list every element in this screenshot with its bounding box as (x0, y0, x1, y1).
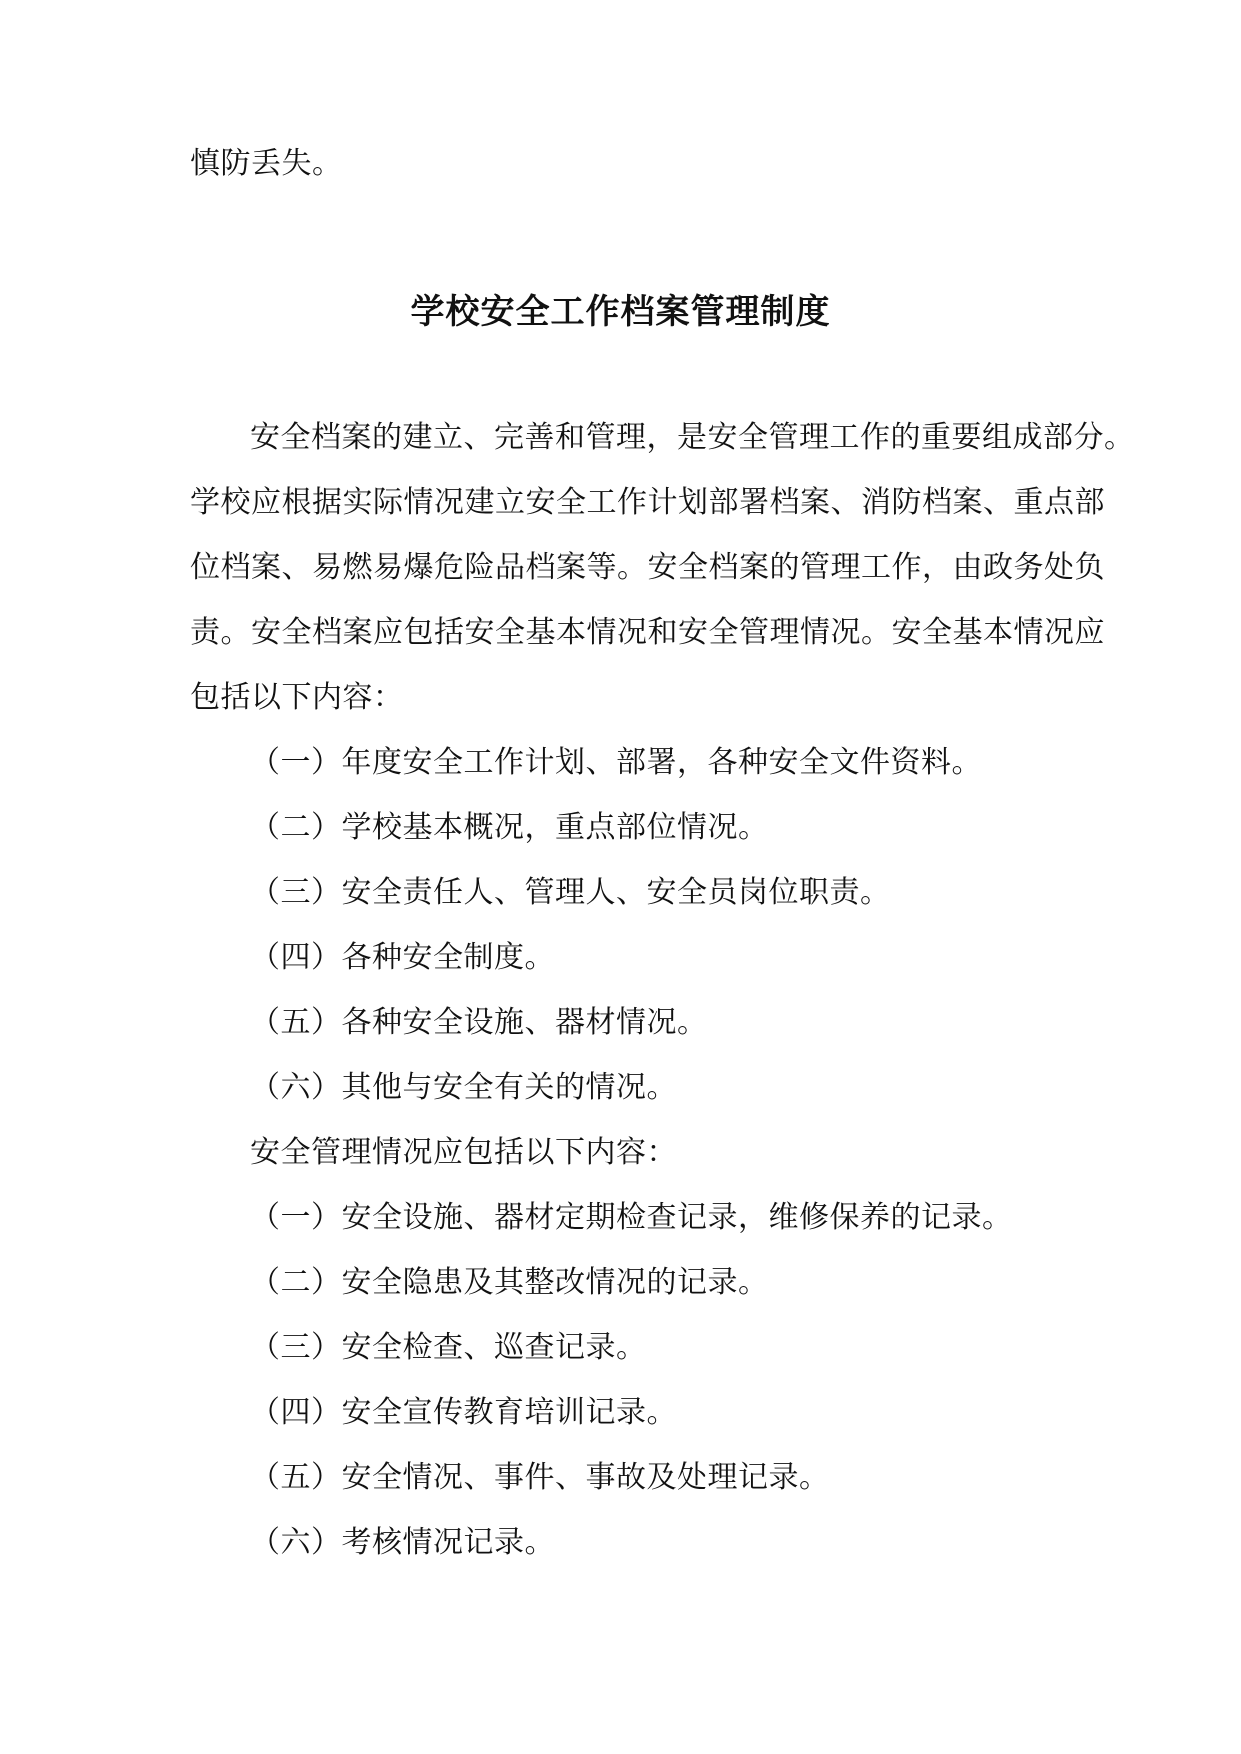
intro-line-2: 学校应根据实际情况建立安全工作计划部署档案、消防档案、重点部 (190, 485, 1105, 520)
intro-line-1: 安全档案的建立、完善和管理，是安全管理工作的重要组成部分。 (250, 420, 1135, 455)
management-heading: 安全管理情况应包括以下内容： (250, 1135, 677, 1170)
basic-item-4: （四）各种安全制度。 (250, 940, 555, 975)
intro-line-5: 包括以下内容： (190, 680, 404, 715)
continuation-text: 慎防丢失。 (190, 146, 343, 181)
management-item-5: （五）安全情况、事件、事故及处理记录。 (250, 1460, 830, 1495)
management-item-1: （一）安全设施、器材定期检查记录，维修保养的记录。 (250, 1200, 1013, 1235)
intro-line-3: 位档案、易燃易爆危险品档案等。安全档案的管理工作，由政务处负 (190, 550, 1105, 585)
basic-item-5: （五）各种安全设施、器材情况。 (250, 1005, 708, 1040)
management-item-2: （二）安全隐患及其整改情况的记录。 (250, 1265, 769, 1300)
intro-line-4: 责。安全档案应包括安全基本情况和安全管理情况。安全基本情况应 (190, 615, 1105, 650)
management-item-6: （六）考核情况记录。 (250, 1525, 555, 1560)
basic-item-1: （一）年度安全工作计划、部署，各种安全文件资料。 (250, 745, 982, 780)
management-item-4: （四）安全宣传教育培训记录。 (250, 1395, 677, 1430)
management-item-3: （三）安全检查、巡查记录。 (250, 1330, 647, 1365)
basic-item-6: （六）其他与安全有关的情况。 (250, 1070, 677, 1105)
basic-item-3: （三）安全责任人、管理人、安全员岗位职责。 (250, 875, 891, 910)
basic-item-2: （二）学校基本概况，重点部位情况。 (250, 810, 769, 845)
document-title: 学校安全工作档案管理制度 (410, 292, 831, 332)
